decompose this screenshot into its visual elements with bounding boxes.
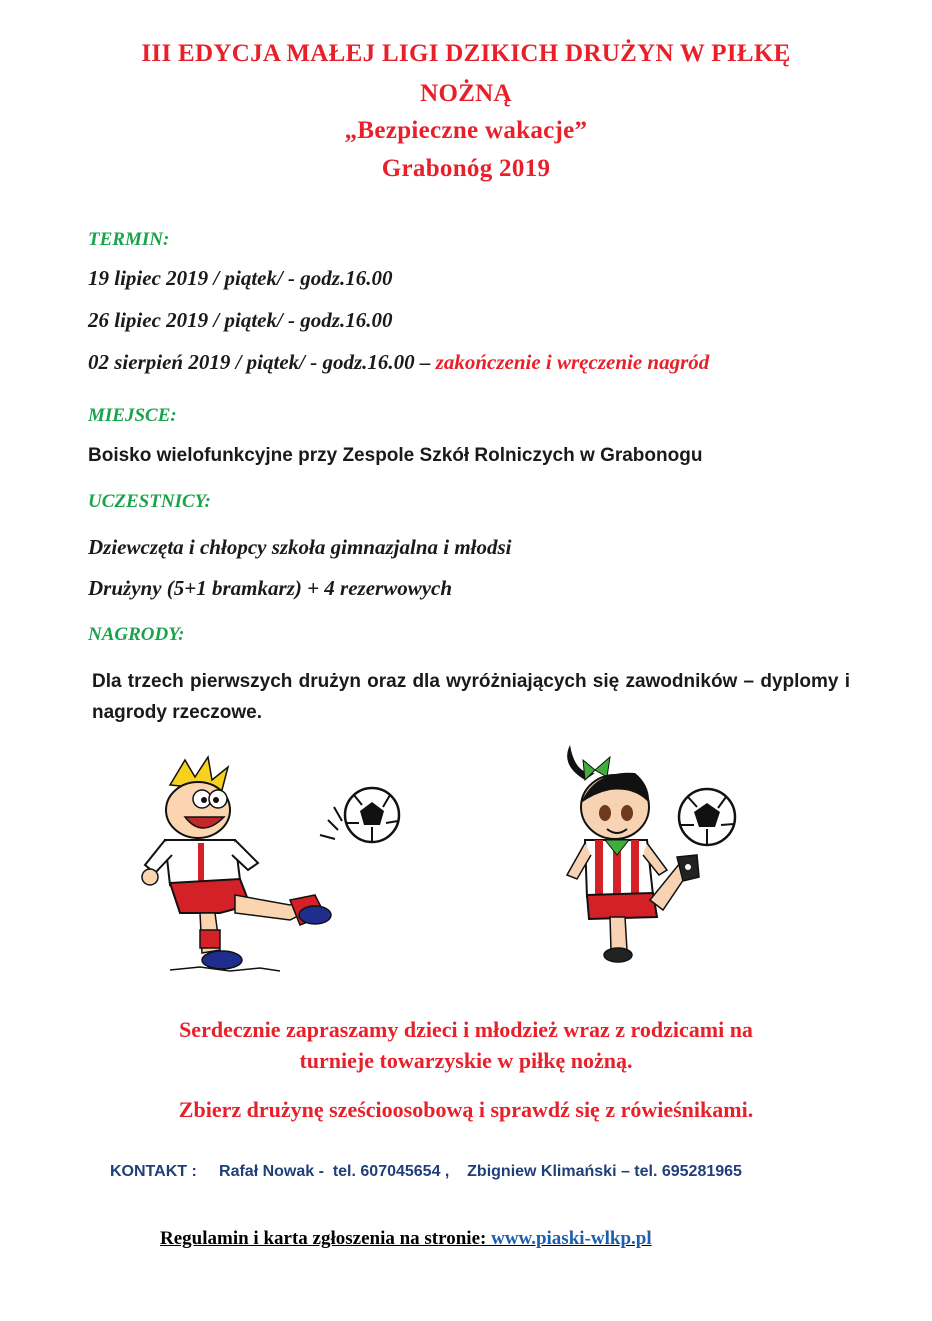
contact-line: KONTAKT : Rafał Nowak - tel. 607045654 , Zbigniew Klimański – tel. 695281965 — [110, 1163, 742, 1180]
title-line-1: III EDYCJA MAŁEJ LIGI DZIKICH DRUŻYN W PIŁKĘ — [141, 40, 791, 67]
termin-label: TERMIN: — [88, 229, 170, 250]
miejsce-label: MIEJSCE: — [88, 405, 177, 426]
nagrody-text: Dla trzech pierwszych drużyn oraz dla wyróżniających się zawodników – dyplomy i nagrody rzeczowe. — [92, 671, 850, 723]
uczestnicy-line-2: Drużyny (5+1 bramkarz) + 4 rezerwowych — [88, 576, 453, 600]
miejsce-text: Boisko wielofunkcyjne przy Zespole Szkół Rolniczych w Grabonogu — [88, 445, 703, 466]
nagrody-label: NAGRODY: — [88, 624, 185, 645]
uczestnicy-label: UCZESTNICY: — [88, 491, 211, 512]
invite-line-2: turnieje towarzyskie w piłkę nożną. — [299, 1048, 633, 1073]
final-note: zakończenie i wręczenie nagród — [435, 350, 710, 374]
title-line-2: NOŻNĄ — [420, 80, 512, 107]
ball-icon — [345, 788, 399, 842]
date-line-2: 26 lipiec 2019 / piątek/ - godz.16.00 — [88, 308, 393, 332]
subtitle-slogan: „Bezpieczne wakacje” — [344, 117, 588, 144]
date-line-1: 19 lipiec 2019 / piątek/ - godz.16.00 — [88, 266, 393, 290]
website-link[interactable]: www.piaski-wlkp.pl — [491, 1228, 652, 1249]
regulamin-line: Regulamin i karta zgłoszenia na stronie: www.piaski-wlkp.pl — [160, 1228, 652, 1249]
invite-line-1: Serdecznie zapraszamy dzieci i młodzież wraz z rodzicami na — [179, 1017, 753, 1042]
uczestnicy-line-1: Dziewczęta i chłopcy szkoła gimnazjalna i młodsi — [88, 535, 512, 559]
ball-icon — [679, 789, 735, 845]
boy-kicking-ball-illustration — [140, 755, 415, 980]
girl-kicking-ball-illustration — [555, 745, 755, 965]
invite-line-3: Zbierz drużynę sześcioosobową i sprawdź się z rówieśnikami. — [178, 1097, 754, 1122]
date-line-3: 02 sierpień 2019 / piątek/ - godz.16.00 – zakończenie i wręczenie nagród — [88, 350, 710, 374]
subtitle-place-year: Grabonóg 2019 — [381, 155, 551, 182]
